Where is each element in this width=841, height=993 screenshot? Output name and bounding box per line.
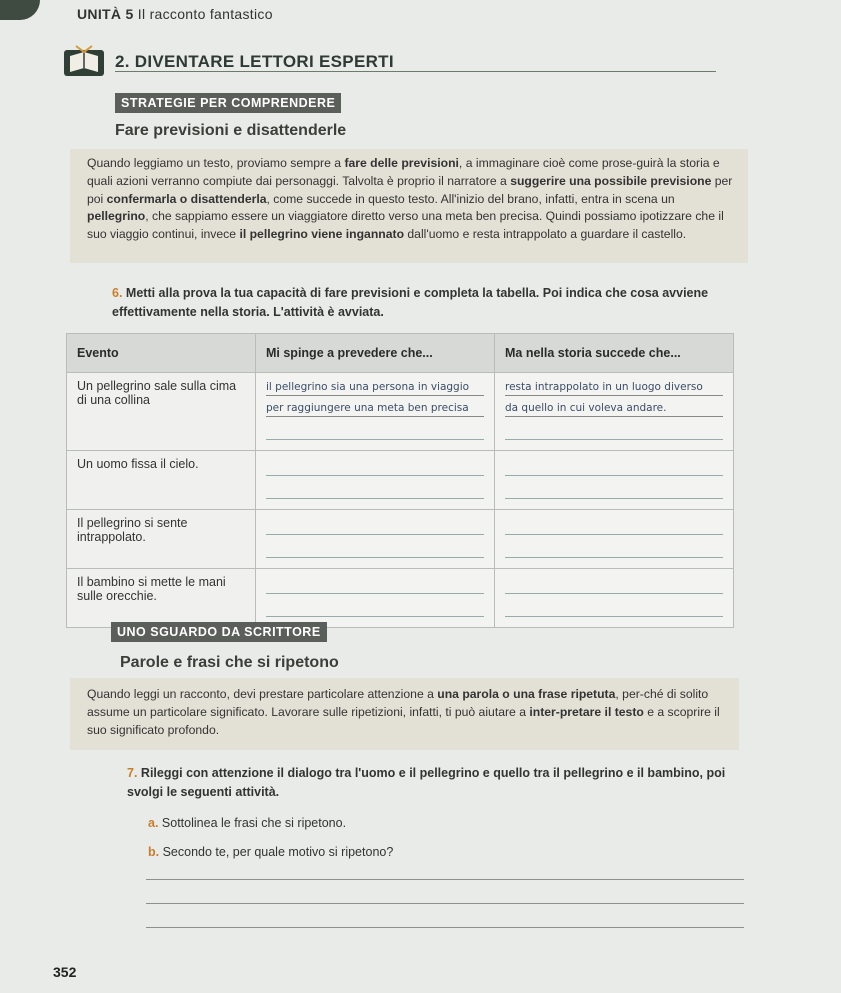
prediction-cell[interactable] (256, 510, 495, 569)
task-b-letter: b. (148, 845, 160, 859)
writer-text-2: , per-ché di solito assume un particolare significato. Lavorare sulle ripetizioni, infatti, ti può aiutare a (87, 687, 709, 719)
answer-line[interactable] (146, 903, 744, 904)
answer-line[interactable] (146, 927, 744, 928)
exercise-6-number: 6. (112, 286, 123, 300)
table-row (67, 510, 734, 569)
event-cell: Il pellegrino si sente intrappolato. (67, 510, 256, 569)
writer-bold-1: una parola o una frase ripetuta (437, 687, 616, 701)
outcome-cell[interactable] (495, 373, 734, 451)
strategy-bold-5: il pellegrino viene ingannato (239, 227, 405, 242)
unit-header (77, 6, 273, 22)
prediction-cell[interactable] (256, 373, 495, 451)
strategy-label: STRATEGIE PER COMPRENDERE (115, 93, 341, 113)
prediction-answer-line[interactable]: per raggiungere una meta ben precisa (266, 400, 484, 417)
exercise-6-text: Metti alla prova la tua capacità di fare previsioni e completa la tabella. Poi indica che cosa avviene effettivamente nella storia. L'attività è avviata. (112, 286, 709, 319)
answer-blank-line[interactable] (266, 516, 484, 535)
header-event: Evento (67, 334, 256, 373)
strategy-text-6: dall'uomo e resta intrappolato a guardare il castello. (404, 227, 687, 242)
answer-blank-line[interactable] (505, 480, 723, 499)
task-a-letter: a. (148, 816, 159, 830)
event-cell: Il bambino si mette le mani sulle orecchie. (67, 569, 256, 628)
exercise-6 (112, 284, 722, 322)
prediction-cell[interactable] (256, 569, 495, 628)
strategy-text-1: Quando leggiamo un testo, proviamo sempre a (87, 156, 345, 170)
answer-blank-line[interactable] (266, 539, 484, 558)
writer-text-1: Quando leggi un racconto, devi prestare particolare attenzione a (87, 687, 438, 701)
answer-blank-line[interactable] (505, 421, 723, 440)
writer-text-3: e a scoprire il suo significato profondo. (87, 704, 720, 737)
answer-line[interactable] (146, 879, 744, 880)
unit-word: UNITÀ (77, 6, 122, 22)
strategy-bold-4: pellegrino (87, 209, 146, 224)
task-a (148, 816, 346, 830)
outcome-answer-line[interactable]: resta intrappolato in un luogo diverso (505, 379, 723, 396)
writer-text-box (70, 678, 739, 750)
answer-blank-line[interactable] (505, 457, 723, 476)
answer-blank-line[interactable] (505, 516, 723, 535)
exercise-7 (127, 764, 747, 802)
strategy-heading: Fare previsioni e disattenderle (115, 122, 347, 139)
answer-blank-line[interactable] (266, 421, 484, 440)
table-row (67, 569, 734, 628)
outcome-cell[interactable] (495, 510, 734, 569)
task-b-text: Secondo te, per quale motivo si ripetono? (162, 845, 394, 859)
strategy-bold-1: fare delle previsioni (344, 156, 459, 170)
writer-label: UNO SGUARDO DA SCRITTORE (111, 622, 327, 642)
answer-blank-line[interactable] (266, 480, 484, 499)
answer-blank-line[interactable] (266, 457, 484, 476)
task-b (148, 845, 393, 859)
prediction-cell[interactable] (256, 451, 495, 510)
outcome-cell[interactable] (495, 451, 734, 510)
section-divider (115, 71, 716, 72)
task-a-text: Sottolinea le frasi che si ripetono. (161, 816, 347, 830)
table-header-row (67, 334, 734, 373)
header-prediction: Mi spinge a prevedere che... (256, 334, 495, 373)
strategy-text-4: , come succede in questo testo. All'inizio del brano, infatti, entra in scena un (266, 191, 675, 206)
answer-blank-line[interactable] (505, 539, 723, 558)
outcome-cell[interactable] (495, 569, 734, 628)
strategy-text-3: per poi (87, 173, 733, 206)
strategy-bold-2: suggerire una possibile previsione (510, 173, 712, 188)
unit-number: 5 (125, 6, 134, 22)
writer-bold-2: inter-pretare il testo (529, 704, 644, 719)
answer-blank-line[interactable] (266, 575, 484, 594)
open-book-icon (64, 42, 104, 78)
event-cell: Un uomo fissa il cielo. (67, 451, 256, 510)
exercise-7-text: Rileggi con attenzione il dialogo tra l'uomo e il pellegrino e quello tra il pellegrino e il bambino, poi svolgi le seguenti attività. (127, 766, 726, 799)
outcome-answer-line[interactable]: da quello in cui voleva andare. (505, 400, 723, 417)
page-number: 352 (53, 964, 77, 980)
prediction-table (66, 333, 734, 628)
strategy-text-box (70, 149, 748, 263)
answer-blank-line[interactable] (266, 598, 484, 617)
prediction-answer-line[interactable]: il pellegrino sia una persona in viaggio (266, 379, 484, 396)
unit-title: Il racconto fantastico (137, 6, 273, 22)
corner-tab (0, 0, 40, 20)
strategy-text-5: , che sappiamo essere un viaggiatore diretto verso una meta ben precisa. Quindi possiamo ipotizzare che il suo viaggio continui, invece (87, 209, 724, 242)
strategy-text-2: , a immaginare cioè come prose-guirà la storia e quali azioni verranno compiute dai personaggi. Talvolta è proprio il narratore a (87, 156, 720, 188)
strategy-bold-3: confermarla o disattenderla (106, 191, 267, 206)
writer-heading: Parole e frasi che si ripetono (120, 654, 339, 671)
exercise-7-number: 7. (127, 766, 138, 780)
event-cell: Un pellegrino sale sulla cima di una collina (67, 373, 256, 451)
table-row (67, 373, 734, 451)
answer-blank-line[interactable] (505, 575, 723, 594)
section-title: 2. DIVENTARE LETTORI ESPERTI (115, 52, 394, 71)
header-outcome: Ma nella storia succede che... (495, 334, 734, 373)
answer-blank-line[interactable] (505, 598, 723, 617)
table-row (67, 451, 734, 510)
